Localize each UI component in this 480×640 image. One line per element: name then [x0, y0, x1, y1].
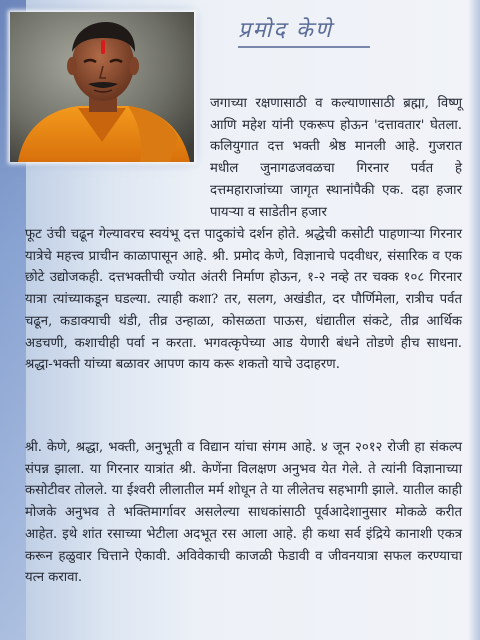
portrait-photo-icon [10, 12, 194, 162]
page-title: प्रमोद केणे [238, 18, 333, 43]
right-edge-shade [468, 0, 480, 640]
paragraph-second: श्री. केणे, श्रद्धा, भक्ती, अनुभूती व विद्यान यांचा संगम आहे. ४ जून २०१२ रोजी हा संकल्प संपन्न झाला. या गिरनार यात्रांत श्री. केणेंना विलक्षण अनुभव येत गेले. ते त्यांनी विज्ञानाच्या कसोटीवर तोलले. या ईश्वरी लीलातील मर्म शोधून ते या लीलेतच सहभागी झाले. यातील काही मोजके अनुभव ते भक्तिमार्गावर असलेल्या साधकांसाठी पूर्वआदेशानुसार मोकळे करीत आहेत. इथे शांत रसाच्या भेटीला अदभूत रस आला आहे. ही कथा सर्व इंद्रिये कानाशी एकत्र करून हळुवार चित्ताने ऐकावी. अविवेकाची काजळी फेडावी व जीवनयात्रा सफल करण्याचा यत्न करावा. [25, 440, 462, 586]
title-area [238, 14, 370, 48]
paragraph-body: फूट उंची चढून गेल्यावरच स्वयंभू दत्त पादुकांचे दर्शन होते. श्रद्धेची कसोटी पाहणाऱ्या गिरनार यात्रेचे महत्त्व प्राचीन काळापासून आहे. श्री. प्रमोद केणे, विज्ञानाचे पदवीधर, संसारिक व एक छोटे उद्योजकही. दत्तभक्तीची ज्योत अंतरी निर्माण होऊन, १-२ नव्हे तर चक्क १०८ गिरनार यात्रा त्यांच्याकडून घडल्या. त्याही कशा? तर, सलग, अखंडीत, दर पौर्णिमेला, रात्रीच पर्वत चढून, कडाक्याची थंडी, तीव्र उन्हाळा, कोसळता पाऊस, धंद्यातील संकटे, तीव्र आर्थिक अडचणी, कशाचीही पर्वा न करता. भगवत्कृपेच्या आड येणारी बंधने तोडणे हीच साधना. श्रद्धा-भक्ती यांच्या बळावर आपण काय करू शकतो याचे उदाहरण. [25, 227, 462, 373]
title-underline [238, 46, 370, 48]
paragraph-intro: जगाच्या रक्षणासाठी व कल्याणासाठी ब्रह्मा, विष्णू आणि महेश यांनी एकरूप होऊन 'दत्तावतार' घेतला. कलियुगात दत्त भक्ती श्रेष्ठ मानली आहे. गुजरात मधील जुनागढजवळचा गिरनार पर्वत हे दत्तमहाराजांच्या जागृत स्थानांपैकी एक. दहा हजार पायऱ्या व साडेतीन हजार [210, 96, 462, 220]
author-photo [10, 12, 194, 162]
